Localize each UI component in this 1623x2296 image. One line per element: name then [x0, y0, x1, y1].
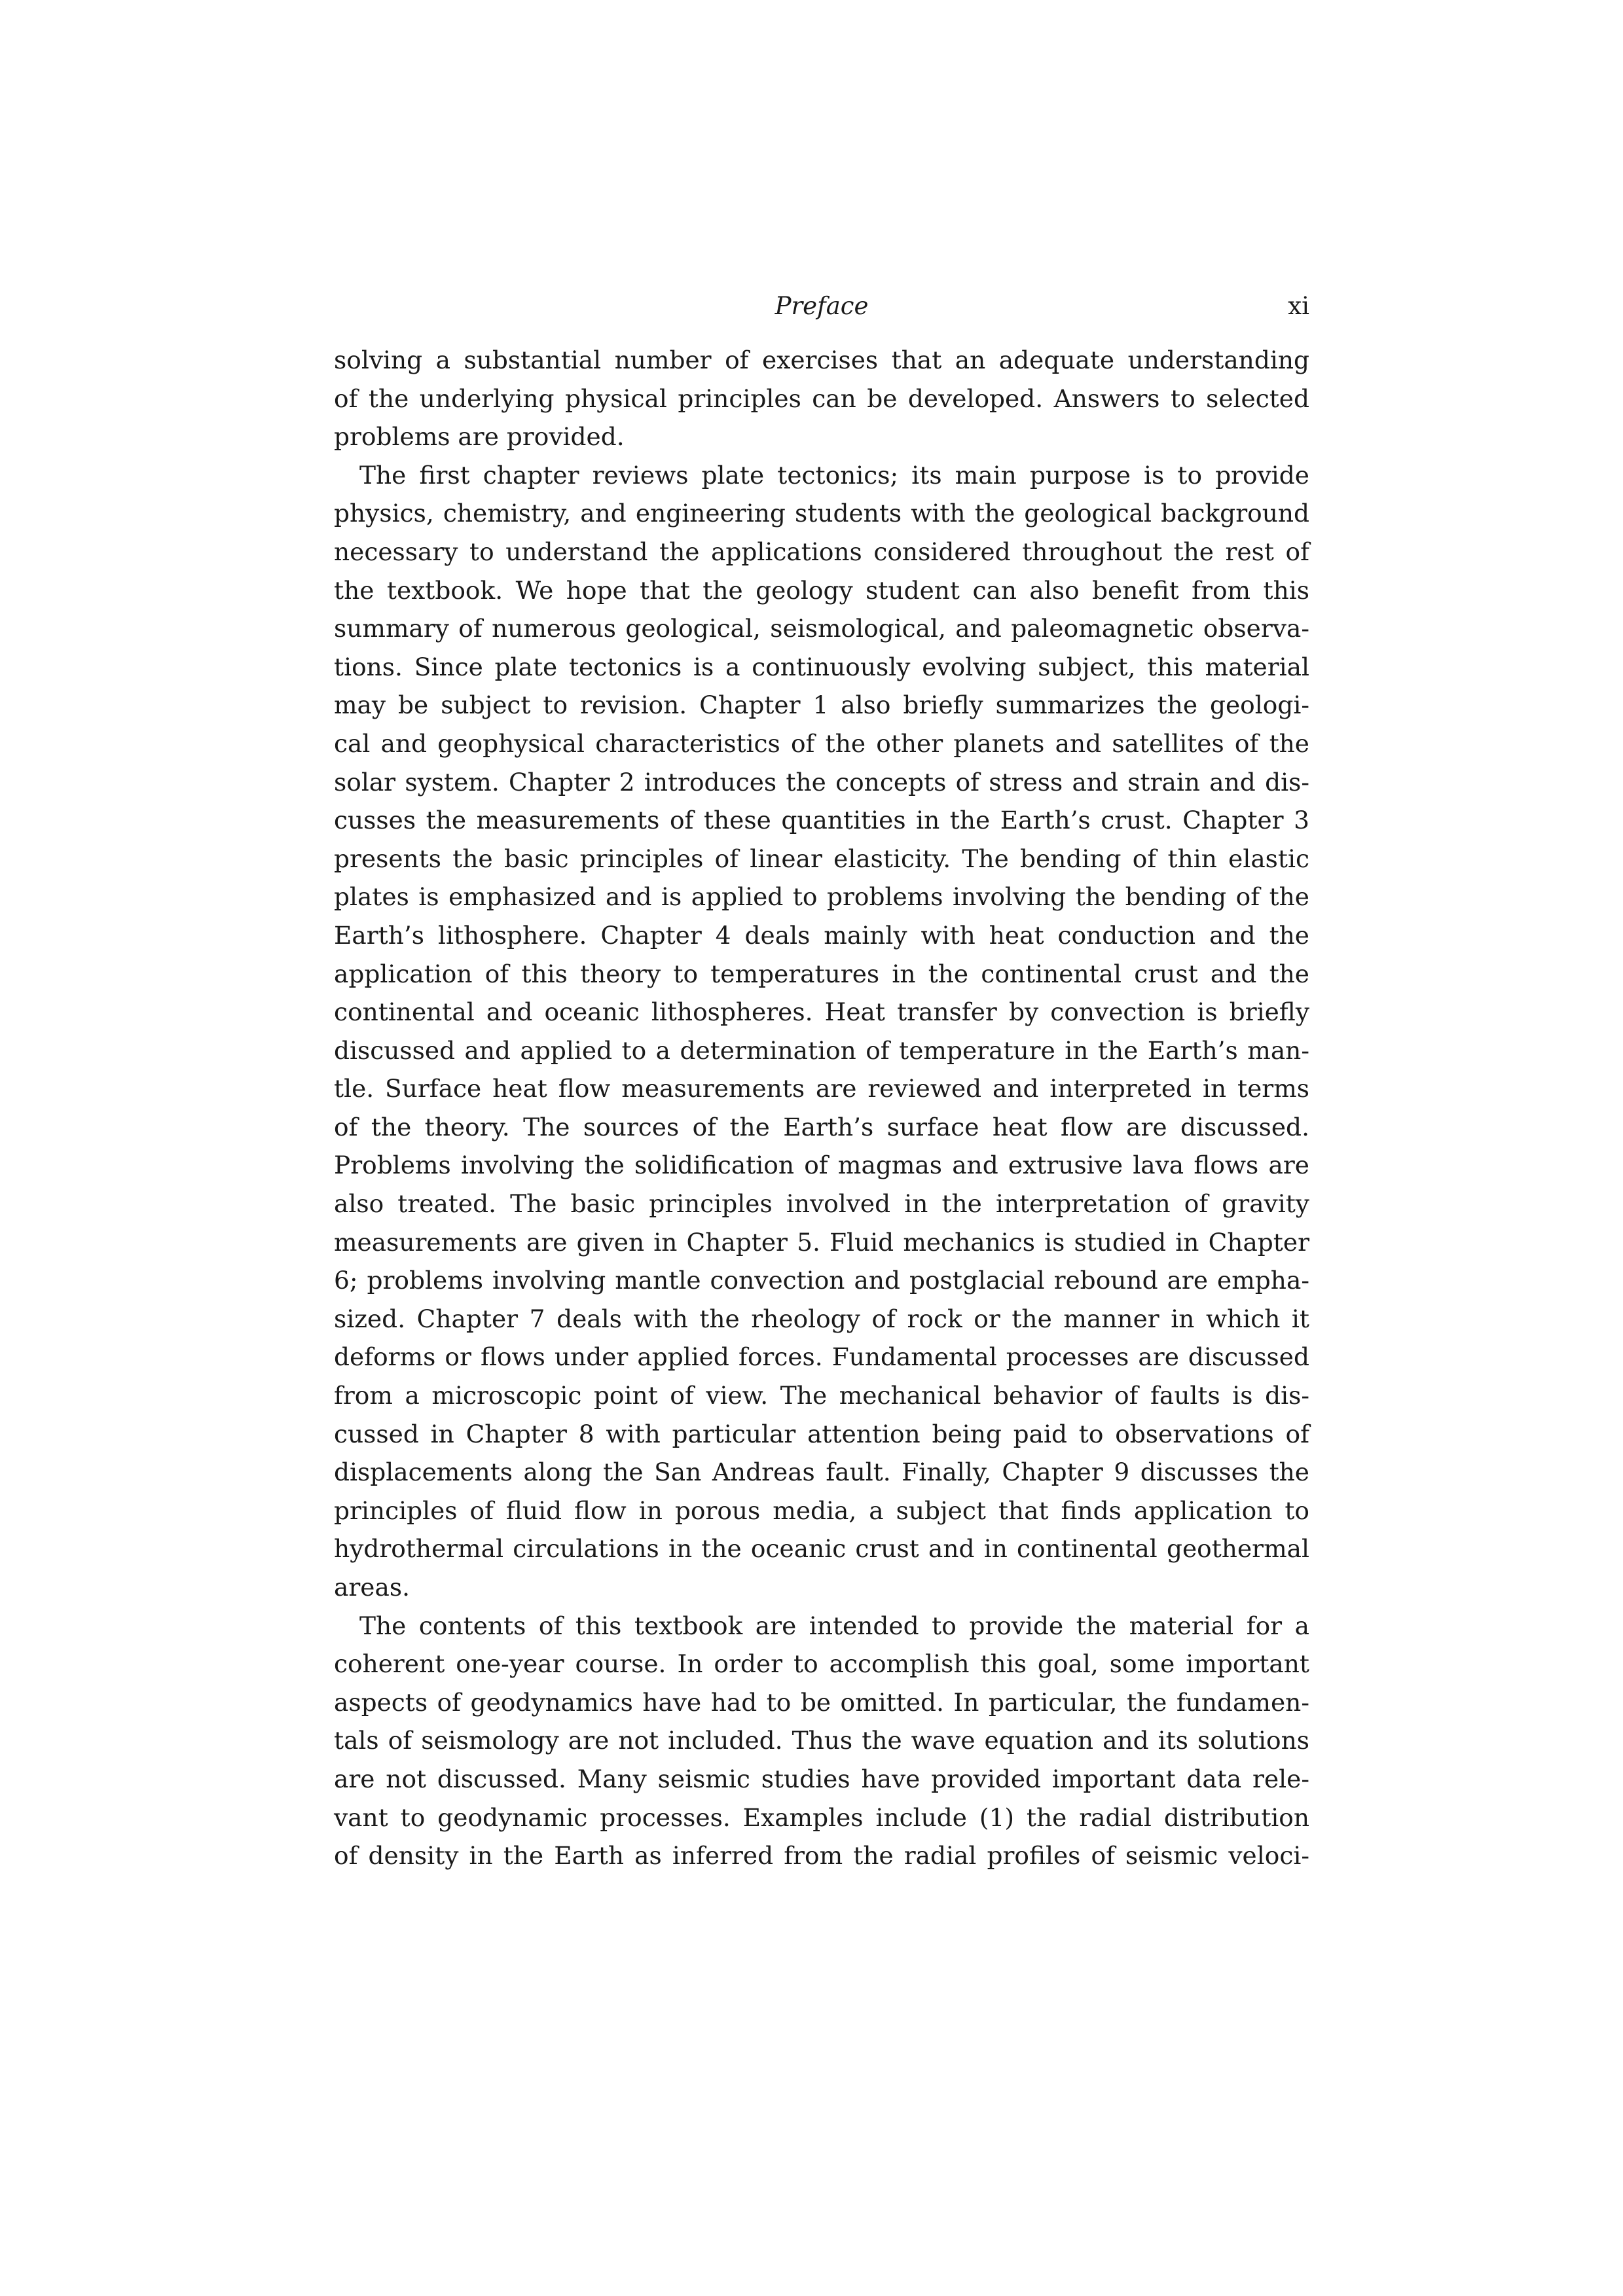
text-line: also treated. The basic principles involved in the interpretation of gravity [334, 1189, 1309, 1219]
text-line: The first chapter reviews plate tectonics; its main purpose is to provide [359, 460, 1309, 490]
text-line: discussed and applied to a determination of temperature in the Earth’s man- [334, 1035, 1309, 1065]
body-text [334, 341, 1309, 1875]
text-line: cussed in Chapter 8 with particular attention being paid to observations of [334, 1419, 1309, 1448]
text-line: coherent one-year course. In order to accomplish this goal, some important [334, 1649, 1309, 1679]
text-line: solar system. Chapter 2 introduces the concepts of stress and strain and dis- [334, 767, 1309, 797]
text-line: tions. Since plate tectonics is a continuously evolving subject, this material [334, 652, 1309, 681]
text-line: may be subject to revision. Chapter 1 also briefly summarizes the geologi- [334, 691, 1309, 720]
paragraph [334, 1607, 1309, 1875]
text-line: cal and geophysical characteristics of the other planets and satellites of the [334, 728, 1309, 758]
text-line: 6; problems involving mantle convection and postglacial rebound are empha- [334, 1266, 1309, 1295]
page-number: xi [1288, 292, 1309, 320]
running-title: Preface [775, 292, 869, 320]
text-line: problems are provided. [334, 422, 625, 452]
text-line: The contents of this textbook are intended to provide the material for a [359, 1611, 1309, 1640]
text-line: measurements are given in Chapter 5. Fluid mechanics is studied in Chapter [334, 1227, 1309, 1257]
text-line: tle. Surface heat flow measurements are reviewed and interpreted in terms [334, 1074, 1309, 1103]
text-line: application of this theory to temperatures in the continental crust and the [334, 959, 1309, 988]
text-line: vant to geodynamic processes. Examples include (1) the radial distribution [334, 1803, 1309, 1832]
text-line: tals of seismology are not included. Thus the wave equation and its solutions [334, 1726, 1309, 1755]
text-line: displacements along the San Andreas fault. Finally, Chapter 9 discusses the [334, 1458, 1309, 1487]
text-line: of density in the Earth as inferred from the radial profiles of seismic veloci- [334, 1841, 1309, 1871]
text-line: plates is emphasized and is applied to problems involving the bending of the [334, 882, 1309, 912]
text-line: presents the basic principles of linear elasticity. The bending of thin elastic [334, 844, 1309, 873]
text-line: summary of numerous geological, seismological, and paleomagnetic observa- [334, 614, 1309, 643]
text-line: cusses the measurements of these quantities in the Earth’s crust. Chapter 3 [334, 806, 1309, 835]
text-line: deforms or flows under applied forces. Fundamental processes are discussed [334, 1342, 1309, 1372]
text-line: of the underlying physical principles can be developed. Answers to selected [334, 384, 1309, 413]
text-line: principles of fluid flow in porous media, a subject that finds application to [334, 1496, 1309, 1525]
text-line: areas. [334, 1573, 410, 1602]
text-line: physics, chemistry, and engineering students with the geological background [334, 499, 1309, 528]
text-line: aspects of geodynamics have had to be omitted. In particular, the fundamen- [334, 1687, 1309, 1717]
text-line: Problems involving the solidification of magmas and extrusive lava flows are [334, 1151, 1309, 1180]
text-line: of the theory. The sources of the Earth’s surface heat flow are discussed. [334, 1112, 1309, 1141]
text-line: Earth’s lithosphere. Chapter 4 deals mainly with heat conduction and the [334, 920, 1309, 950]
text-line: hydrothermal circulations in the oceanic crust and in continental geothermal [334, 1534, 1309, 1564]
text-line: necessary to understand the applications considered throughout the rest of [334, 537, 1309, 566]
text-line: from a microscopic point of view. The mechanical behavior of faults is dis- [334, 1381, 1309, 1410]
text-line: are not discussed. Many seismic studies have provided important data rele- [334, 1764, 1309, 1793]
text-line: the textbook. We hope that the geology student can also benefit from this [334, 575, 1309, 605]
text-line: solving a substantial number of exercises that an adequate understanding [334, 346, 1309, 374]
paragraph [334, 341, 1309, 456]
paragraph [334, 456, 1309, 1607]
running-head [334, 287, 1309, 326]
text-line: continental and oceanic lithospheres. Heat transfer by convection is briefly [334, 997, 1309, 1027]
text-line: sized. Chapter 7 deals with the rheology of rock or the manner in which it [334, 1304, 1309, 1333]
